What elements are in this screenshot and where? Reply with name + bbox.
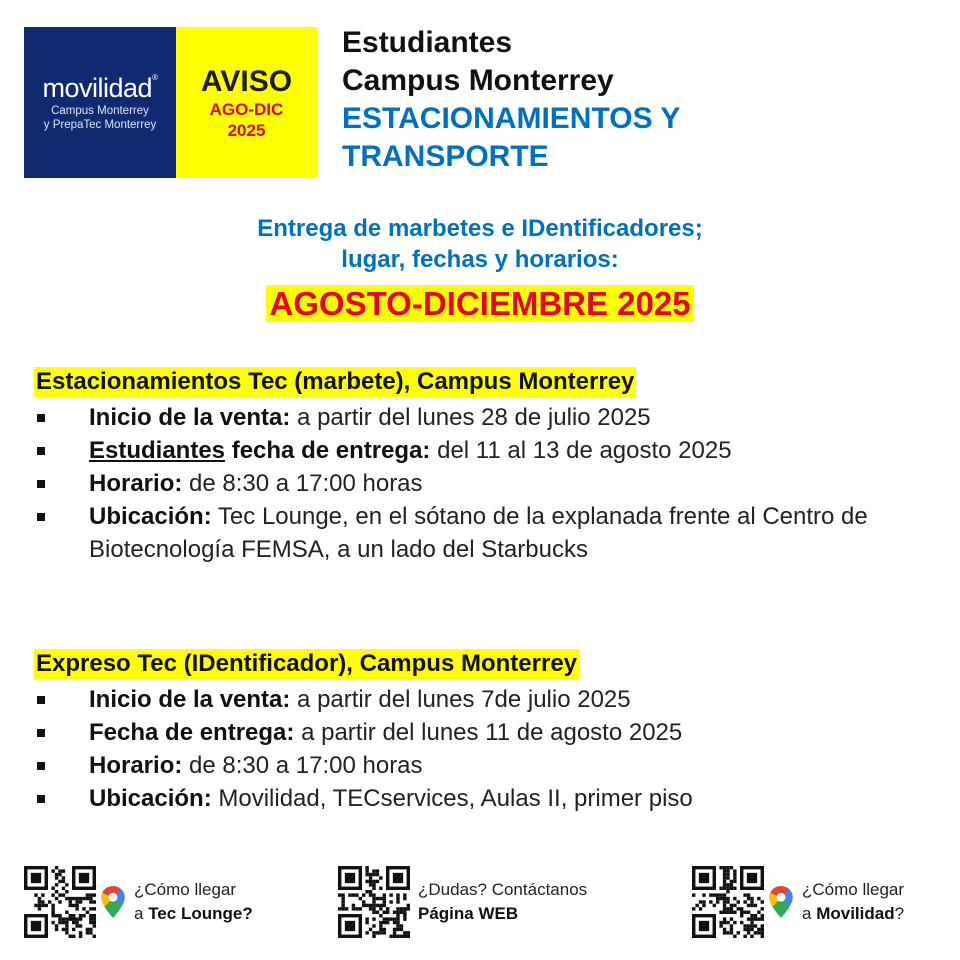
bullet-icon: [37, 414, 45, 422]
footer-movilidad[interactable]: [692, 866, 904, 938]
bullet-icon: [37, 480, 45, 488]
item-value: a partir del lunes 28 de julio 2025: [290, 404, 651, 431]
footer-line2: [134, 902, 253, 926]
footer-link-movilidad[interactable]: Movilidad: [816, 904, 895, 923]
aviso-badge: [176, 27, 317, 178]
list-item: [34, 749, 944, 782]
section-title: Expreso Tec (IDentificador), Campus Monterrey: [36, 650, 578, 677]
item-value: a partir del lunes 11 de agosto 2025: [294, 719, 683, 746]
bullet-icon: [37, 795, 45, 803]
logo-line1: Campus Monterrey: [51, 105, 149, 117]
footer-suffix: ?: [894, 904, 905, 923]
footer-line2: [418, 902, 587, 926]
bullet-icon: [37, 513, 45, 521]
qr-code-icon[interactable]: [692, 866, 764, 938]
list-item: [34, 683, 944, 716]
footer-pagina-web[interactable]: [338, 866, 587, 938]
list-item: [34, 434, 944, 467]
item-value: de 8:30 a 17:00 horas: [182, 752, 423, 779]
list-item: [34, 716, 944, 749]
qr-code-icon[interactable]: [24, 866, 96, 938]
footer-tec-lounge[interactable]: [24, 866, 253, 938]
footer-line1: ¿Dudas? Contáctanos: [418, 880, 588, 899]
bullet-icon: [37, 696, 45, 704]
item-list: [34, 683, 944, 815]
footer-text: [134, 878, 253, 926]
map-pin-icon: [100, 885, 126, 919]
item-label-rest: fecha de entrega:: [225, 437, 431, 464]
footer-line1: ¿Cómo llegar: [134, 880, 237, 899]
subtitle: [0, 213, 960, 275]
bullet-icon: [37, 729, 45, 737]
aviso-year: 2025: [227, 120, 266, 140]
aviso-term: AGO-DIC: [209, 99, 284, 119]
item-label: Ubicación:: [89, 503, 212, 530]
list-item: [34, 782, 944, 815]
item-value: a partir del lunes 7de julio 2025: [290, 686, 631, 713]
item-label: Horario:: [89, 470, 183, 497]
footer-link-tec-lounge[interactable]: Tec Lounge?: [148, 904, 253, 923]
item-list: [34, 401, 944, 566]
footer-text: [418, 878, 587, 926]
title-line1: Estudiantes: [342, 26, 513, 59]
bullet-icon: [37, 762, 45, 770]
logo-brand: movilidad®: [42, 73, 158, 103]
subtitle-line1: Entrega de marbetes e IDentificadores;: [257, 215, 703, 242]
aviso-title: AVISO: [200, 64, 293, 98]
footer-line1: ¿Cómo llegar: [802, 880, 905, 899]
item-value: Movilidad, TECservices, Aulas II, primer piso: [211, 785, 693, 812]
item-value: Tec Lounge, en el sótano de la explanada frente al Centro de Biotecnología FEMSA, a un lado del Starbucks: [89, 503, 868, 563]
item-label: Inicio de la venta:: [89, 686, 291, 713]
qr-code-icon[interactable]: [338, 866, 410, 938]
list-item: [34, 401, 944, 434]
item-value: de 8:30 a 17:00 horas: [182, 470, 423, 497]
period-text: AGOSTO-DICIEMBRE 2025: [266, 285, 693, 322]
footer-prefix: a: [802, 904, 817, 923]
item-label-underline: Estudiantes: [89, 437, 226, 464]
section-title: Estacionamientos Tec (marbete), Campus Monterrey: [36, 368, 635, 395]
item-label: Ubicación:: [89, 785, 212, 812]
movilidad-logo: [24, 27, 176, 178]
footer-link-pagina-web[interactable]: Página WEB: [418, 904, 519, 923]
page-title: [342, 24, 680, 176]
list-item: [34, 467, 944, 500]
title-line2: Campus Monterrey: [342, 64, 614, 97]
list-item: [34, 500, 944, 566]
map-pin-icon: [768, 885, 794, 919]
section-estacionamientos: [34, 367, 944, 566]
title-line3: ESTACIONAMIENTOS Y: [342, 102, 681, 135]
item-label: Fecha de entrega:: [89, 719, 295, 746]
item-value: del 11 al 13 de agosto 2025: [430, 437, 732, 464]
bullet-icon: [37, 447, 45, 455]
item-label: [89, 437, 430, 464]
footer-prefix: a: [134, 904, 149, 923]
footer-text: [802, 878, 904, 926]
footer-line2: [802, 902, 904, 926]
title-line4: TRANSPORTE: [342, 140, 549, 173]
item-label: Horario:: [89, 752, 183, 779]
section-expreso-tec: [34, 649, 944, 815]
subtitle-line2: lugar, fechas y horarios:: [341, 246, 619, 273]
period-banner: [0, 284, 960, 324]
item-label: Inicio de la venta:: [89, 404, 291, 431]
logo-line2: y PrepaTec Monterrey: [43, 119, 157, 131]
